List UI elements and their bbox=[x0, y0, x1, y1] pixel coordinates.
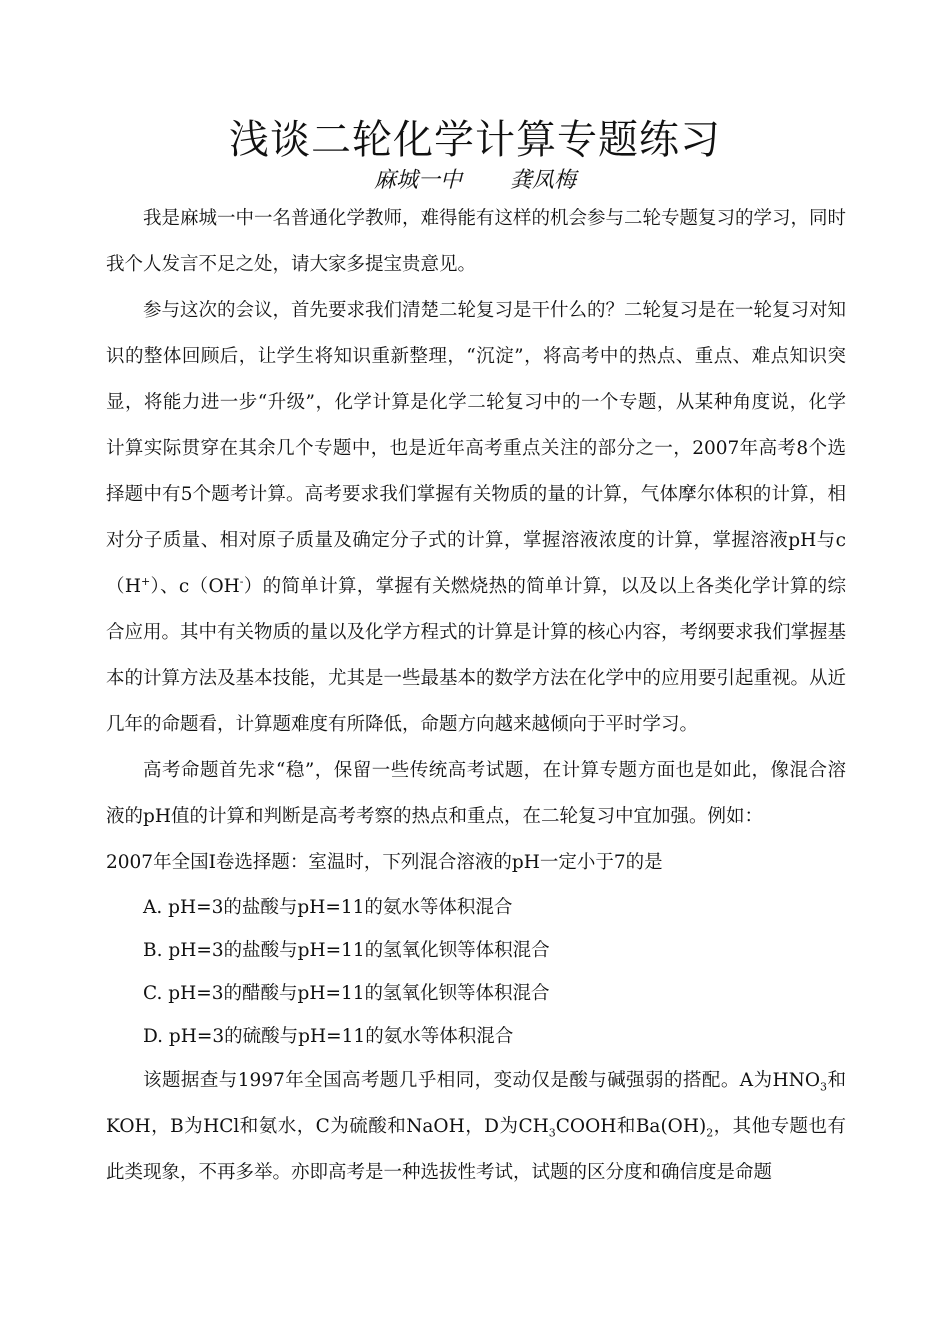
paragraph-stability: 高考命题首先求“稳”，保留一些传统高考试题，在计算专题方面也是如此，像混合溶液的pH值的计算和判断是高考考察的热点和重点，在二轮复习中宜加强。例如： bbox=[106, 760, 846, 827]
article-body bbox=[106, 196, 846, 1196]
paragraph-intro: 我是麻城一中一名普通化学教师，难得能有这样的机会参与二轮专题复习的学习，同时我个人发言不足之处，请大家多提宝贵意见。 bbox=[106, 208, 847, 275]
option-c: C. pH=3的醋酸与pH=11的氢氧化钡等体积混合 bbox=[143, 983, 550, 1004]
page-title: 浅谈二轮化学计算专题练习 bbox=[229, 117, 721, 163]
paragraph-example-question: 2007年全国Ⅰ卷选择题：室温时，下列混合溶液的pH一定小于7的是 bbox=[106, 852, 663, 873]
option-d: D. pH=3的硫酸与pH=11的氨水等体积混合 bbox=[143, 1026, 514, 1047]
paragraph-requirements: 参与这次的会议，首先要求我们清楚二轮复习是干什么的？二轮复习是在一轮复习对知识的整体回顾后，让学生将知识重新整理，“沉淀”，将高考中的热点、重点、难点知识突显，将能力进一步“升级”，化学计算是化学二轮复习中的一个专题，从某种角度说，化学计算实际贯穿在其余几个专题中，也是近年高考重点关注的部分之一，2007年高考8个选择题中有5个题考计算。高考要求我们掌握有关物质的量的计算，气体摩尔体积的计算，相对分子质量、相对原子质量及确定分子式的计算，掌握溶液浓度的计算，掌握溶液pH与c（H+）、c（OH-）的简单计算，掌握有关燃烧热的简单计算，以及以上各类化学计算的综合应用。其中有关物质的量以及化学方程式的计算是计算的核心内容，考纲要求我们掌握基本的计算方法及基本技能，尤其是一些最基本的数学方法在化学中的应用要引起重视。从近几年的命题看，计算题难度有所降低，命题方向越来越倾向于平时学习。 bbox=[106, 300, 847, 735]
option-b: B. pH=3的盐酸与pH=11的氢氧化钡等体积混合 bbox=[143, 940, 550, 961]
author-school: 麻城一中 bbox=[373, 168, 462, 193]
author-name: 龚凤梅 bbox=[510, 168, 577, 193]
option-a: A. pH=3的盐酸与pH=11的氨水等体积混合 bbox=[143, 897, 513, 918]
author-line bbox=[0, 166, 950, 196]
paragraph-analysis: 该题据查与1997年全国高考题几乎相同，变动仅是酸与碱强弱的搭配。A为$HNO_3$和KOH，B为HCl和氨水，C为硫酸和NaOH，D为$CH_3COOH$和$Ba(OH)_2$，其他专题也有此类现象，不再多举。亦即高考是一种选拔性考试，试题的区分度和确信度是命题 bbox=[106, 1070, 847, 1183]
